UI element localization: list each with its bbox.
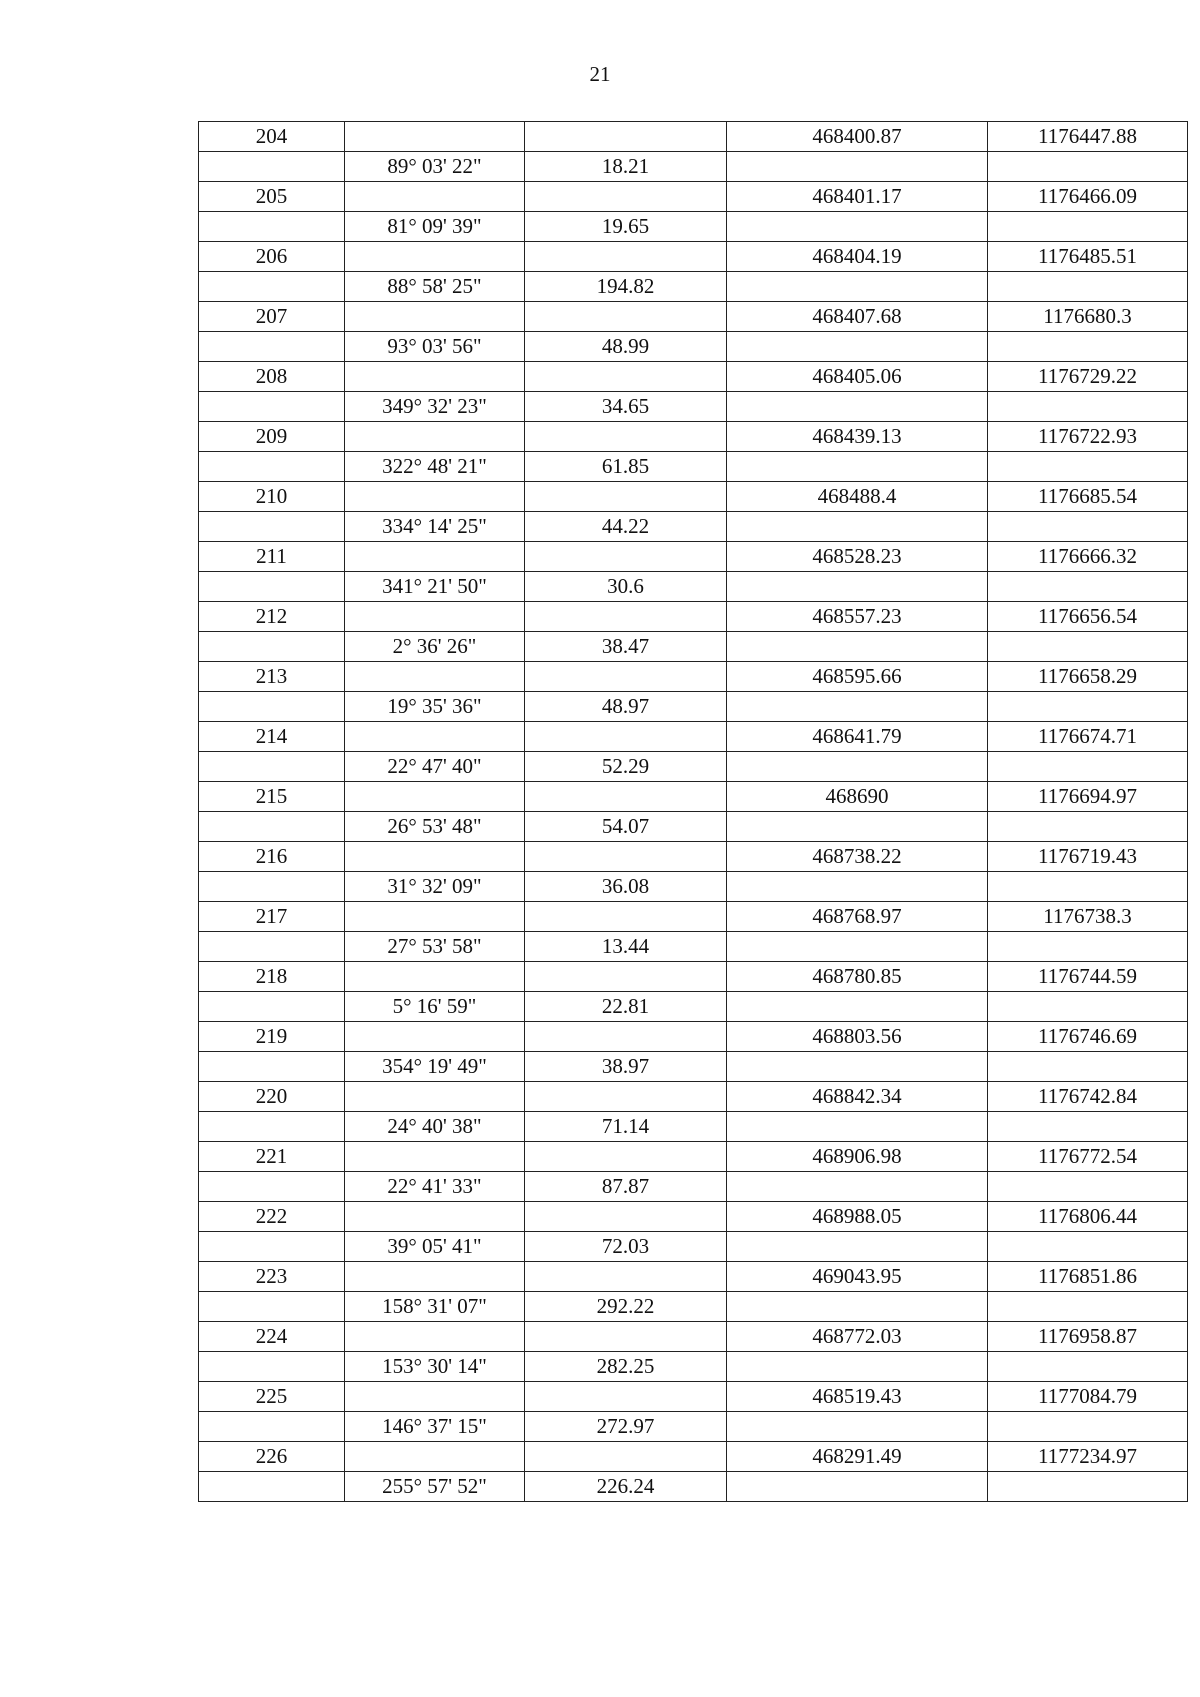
empty-cell (345, 122, 525, 152)
x-coordinate-cell: 468528.23 (727, 542, 988, 572)
distance-cell: 61.85 (525, 452, 727, 482)
empty-cell (345, 962, 525, 992)
empty-cell (345, 1082, 525, 1112)
segment-row (199, 1052, 1188, 1082)
segment-row (199, 1232, 1188, 1262)
x-coordinate-cell: 468439.13 (727, 422, 988, 452)
point-id-cell: 207 (199, 302, 345, 332)
segment-row (199, 272, 1188, 302)
empty-cell (199, 692, 345, 722)
empty-cell (988, 1052, 1188, 1082)
empty-cell (727, 572, 988, 602)
segment-row (199, 872, 1188, 902)
y-coordinate-cell: 1176447.88 (988, 122, 1188, 152)
bearing-cell: 39° 05' 41" (345, 1232, 525, 1262)
x-coordinate-cell: 468407.68 (727, 302, 988, 332)
empty-cell (525, 842, 727, 872)
empty-cell (988, 1352, 1188, 1382)
y-coordinate-cell: 1176694.97 (988, 782, 1188, 812)
bearing-cell: 22° 41' 33" (345, 1172, 525, 1202)
empty-cell (199, 272, 345, 302)
empty-cell (727, 692, 988, 722)
distance-cell: 38.97 (525, 1052, 727, 1082)
empty-cell (525, 602, 727, 632)
bearing-cell: 153° 30' 14" (345, 1352, 525, 1382)
empty-cell (199, 932, 345, 962)
empty-cell (345, 362, 525, 392)
empty-cell (988, 1412, 1188, 1442)
point-row (199, 962, 1188, 992)
empty-cell (199, 212, 345, 242)
x-coordinate-cell: 468557.23 (727, 602, 988, 632)
empty-cell (345, 602, 525, 632)
empty-cell (345, 1442, 525, 1472)
empty-cell (988, 932, 1188, 962)
point-id-cell: 211 (199, 542, 345, 572)
empty-cell (525, 722, 727, 752)
empty-cell (199, 1112, 345, 1142)
y-coordinate-cell: 1176674.71 (988, 722, 1188, 752)
empty-cell (199, 1172, 345, 1202)
empty-cell (525, 1322, 727, 1352)
empty-cell (525, 242, 727, 272)
distance-cell: 48.99 (525, 332, 727, 362)
point-id-cell: 209 (199, 422, 345, 452)
distance-cell: 52.29 (525, 752, 727, 782)
bearing-cell: 22° 47' 40" (345, 752, 525, 782)
page-number: 21 (589, 62, 611, 86)
empty-cell (988, 632, 1188, 662)
empty-cell (525, 1142, 727, 1172)
y-coordinate-cell: 1176851.86 (988, 1262, 1188, 1292)
empty-cell (988, 452, 1188, 482)
empty-cell (727, 1112, 988, 1142)
segment-row (199, 392, 1188, 422)
point-id-cell: 206 (199, 242, 345, 272)
distance-cell: 19.65 (525, 212, 727, 242)
distance-cell: 18.21 (525, 152, 727, 182)
segment-row (199, 932, 1188, 962)
point-row (199, 122, 1188, 152)
empty-cell (525, 902, 727, 932)
point-row (199, 242, 1188, 272)
point-id-cell: 205 (199, 182, 345, 212)
empty-cell (199, 452, 345, 482)
y-coordinate-cell: 1176742.84 (988, 1082, 1188, 1112)
empty-cell (199, 1352, 345, 1382)
empty-cell (525, 422, 727, 452)
empty-cell (727, 992, 988, 1022)
empty-cell (525, 662, 727, 692)
point-row (199, 782, 1188, 812)
empty-cell (199, 512, 345, 542)
bearing-cell: 31° 32' 09" (345, 872, 525, 902)
segment-row (199, 1172, 1188, 1202)
empty-cell (345, 722, 525, 752)
point-row (199, 1082, 1188, 1112)
empty-cell (199, 1052, 345, 1082)
empty-cell (345, 1022, 525, 1052)
empty-cell (525, 962, 727, 992)
segment-row (199, 1412, 1188, 1442)
empty-cell (727, 152, 988, 182)
segment-row (199, 812, 1188, 842)
x-coordinate-cell: 468405.06 (727, 362, 988, 392)
bearing-cell: 354° 19' 49" (345, 1052, 525, 1082)
empty-cell (988, 392, 1188, 422)
bearing-cell: 349° 32' 23" (345, 392, 525, 422)
point-row (199, 662, 1188, 692)
empty-cell (727, 752, 988, 782)
point-id-cell: 221 (199, 1142, 345, 1172)
point-id-cell: 212 (199, 602, 345, 632)
empty-cell (525, 122, 727, 152)
x-coordinate-cell: 468738.22 (727, 842, 988, 872)
empty-cell (199, 572, 345, 602)
y-coordinate-cell: 1176806.44 (988, 1202, 1188, 1232)
point-id-cell: 223 (199, 1262, 345, 1292)
point-row (199, 542, 1188, 572)
point-id-cell: 217 (199, 902, 345, 932)
distance-cell: 54.07 (525, 812, 727, 842)
empty-cell (525, 482, 727, 512)
x-coordinate-cell: 468400.87 (727, 122, 988, 152)
x-coordinate-cell: 468906.98 (727, 1142, 988, 1172)
empty-cell (988, 272, 1188, 302)
point-id-cell: 226 (199, 1442, 345, 1472)
distance-cell: 13.44 (525, 932, 727, 962)
point-row (199, 902, 1188, 932)
point-row (199, 482, 1188, 512)
x-coordinate-cell: 468768.97 (727, 902, 988, 932)
empty-cell (525, 1202, 727, 1232)
distance-cell: 30.6 (525, 572, 727, 602)
empty-cell (199, 872, 345, 902)
distance-cell: 226.24 (525, 1472, 727, 1502)
y-coordinate-cell: 1176685.54 (988, 482, 1188, 512)
y-coordinate-cell: 1176958.87 (988, 1322, 1188, 1352)
empty-cell (345, 1382, 525, 1412)
x-coordinate-cell: 468690 (727, 782, 988, 812)
empty-cell (345, 1142, 525, 1172)
y-coordinate-cell: 1176666.32 (988, 542, 1188, 572)
y-coordinate-cell: 1176680.3 (988, 302, 1188, 332)
x-coordinate-cell: 468772.03 (727, 1322, 988, 1352)
bearing-cell: 24° 40' 38" (345, 1112, 525, 1142)
empty-cell (988, 212, 1188, 242)
point-row (199, 422, 1188, 452)
point-id-cell: 225 (199, 1382, 345, 1412)
point-row (199, 1262, 1188, 1292)
y-coordinate-cell: 1176658.29 (988, 662, 1188, 692)
y-coordinate-cell: 1176719.43 (988, 842, 1188, 872)
empty-cell (525, 1082, 727, 1112)
y-coordinate-cell: 1176744.59 (988, 962, 1188, 992)
empty-cell (199, 332, 345, 362)
distance-cell: 38.47 (525, 632, 727, 662)
segment-row (199, 572, 1188, 602)
empty-cell (727, 1472, 988, 1502)
distance-cell: 48.97 (525, 692, 727, 722)
empty-cell (345, 662, 525, 692)
bearing-cell: 334° 14' 25" (345, 512, 525, 542)
x-coordinate-cell: 469043.95 (727, 1262, 988, 1292)
point-id-cell: 208 (199, 362, 345, 392)
point-row (199, 1382, 1188, 1412)
y-coordinate-cell: 1176722.93 (988, 422, 1188, 452)
point-id-cell: 224 (199, 1322, 345, 1352)
point-row (199, 842, 1188, 872)
x-coordinate-cell: 468803.56 (727, 1022, 988, 1052)
bearing-cell: 322° 48' 21" (345, 452, 525, 482)
point-id-cell: 222 (199, 1202, 345, 1232)
empty-cell (727, 272, 988, 302)
empty-cell (345, 1322, 525, 1352)
segment-row (199, 1472, 1188, 1502)
bearing-cell: 146° 37' 15" (345, 1412, 525, 1442)
empty-cell (525, 542, 727, 572)
x-coordinate-cell: 468988.05 (727, 1202, 988, 1232)
empty-cell (199, 632, 345, 662)
empty-cell (345, 842, 525, 872)
segment-row (199, 692, 1188, 722)
distance-cell: 87.87 (525, 1172, 727, 1202)
empty-cell (727, 1412, 988, 1442)
y-coordinate-cell: 1176466.09 (988, 182, 1188, 212)
point-id-cell: 219 (199, 1022, 345, 1052)
x-coordinate-cell: 468842.34 (727, 1082, 988, 1112)
point-id-cell: 210 (199, 482, 345, 512)
empty-cell (345, 482, 525, 512)
point-row (199, 722, 1188, 752)
segment-row (199, 452, 1188, 482)
coordinates-table (198, 121, 1188, 1502)
y-coordinate-cell: 1177084.79 (988, 1382, 1188, 1412)
bearing-cell: 27° 53' 58" (345, 932, 525, 962)
distance-cell: 272.97 (525, 1412, 727, 1442)
empty-cell (727, 932, 988, 962)
distance-cell: 44.22 (525, 512, 727, 542)
empty-cell (525, 182, 727, 212)
empty-cell (727, 512, 988, 542)
bearing-cell: 19° 35' 36" (345, 692, 525, 722)
segment-row (199, 212, 1188, 242)
empty-cell (525, 362, 727, 392)
distance-cell: 71.14 (525, 1112, 727, 1142)
empty-cell (199, 152, 345, 182)
empty-cell (727, 212, 988, 242)
empty-cell (345, 542, 525, 572)
empty-cell (727, 632, 988, 662)
empty-cell (988, 332, 1188, 362)
segment-row (199, 1292, 1188, 1322)
empty-cell (988, 512, 1188, 542)
distance-cell: 72.03 (525, 1232, 727, 1262)
bearing-cell: 2° 36' 26" (345, 632, 525, 662)
empty-cell (525, 302, 727, 332)
y-coordinate-cell: 1176485.51 (988, 242, 1188, 272)
empty-cell (988, 1172, 1188, 1202)
segment-row (199, 992, 1188, 1022)
distance-cell: 34.65 (525, 392, 727, 422)
empty-cell (199, 752, 345, 782)
bearing-cell: 81° 09' 39" (345, 212, 525, 242)
bearing-cell: 89° 03' 22" (345, 152, 525, 182)
empty-cell (525, 782, 727, 812)
point-id-cell: 216 (199, 842, 345, 872)
empty-cell (525, 1022, 727, 1052)
point-id-cell: 215 (199, 782, 345, 812)
distance-cell: 194.82 (525, 272, 727, 302)
distance-cell: 36.08 (525, 872, 727, 902)
empty-cell (988, 1232, 1188, 1262)
distance-cell: 292.22 (525, 1292, 727, 1322)
segment-row (199, 152, 1188, 182)
empty-cell (988, 1472, 1188, 1502)
segment-row (199, 1352, 1188, 1382)
empty-cell (199, 1412, 345, 1442)
distance-cell: 22.81 (525, 992, 727, 1022)
y-coordinate-cell: 1176746.69 (988, 1022, 1188, 1052)
segment-row (199, 512, 1188, 542)
bearing-cell: 255° 57' 52" (345, 1472, 525, 1502)
empty-cell (345, 1202, 525, 1232)
bearing-cell: 158° 31' 07" (345, 1292, 525, 1322)
bearing-cell: 341° 21' 50" (345, 572, 525, 602)
y-coordinate-cell: 1176738.3 (988, 902, 1188, 932)
empty-cell (525, 1262, 727, 1292)
empty-cell (199, 392, 345, 422)
y-coordinate-cell: 1176729.22 (988, 362, 1188, 392)
empty-cell (988, 152, 1188, 182)
coordinates-table-body (199, 122, 1188, 1502)
empty-cell (525, 1382, 727, 1412)
point-row (199, 362, 1188, 392)
empty-cell (199, 812, 345, 842)
empty-cell (345, 182, 525, 212)
empty-cell (988, 1112, 1188, 1142)
empty-cell (988, 812, 1188, 842)
point-row (199, 1202, 1188, 1232)
empty-cell (727, 332, 988, 362)
point-row (199, 602, 1188, 632)
empty-cell (345, 902, 525, 932)
point-id-cell: 204 (199, 122, 345, 152)
point-row (199, 1322, 1188, 1352)
bearing-cell: 26° 53' 48" (345, 812, 525, 842)
empty-cell (727, 1292, 988, 1322)
x-coordinate-cell: 468519.43 (727, 1382, 988, 1412)
x-coordinate-cell: 468291.49 (727, 1442, 988, 1472)
x-coordinate-cell: 468595.66 (727, 662, 988, 692)
empty-cell (727, 872, 988, 902)
x-coordinate-cell: 468404.19 (727, 242, 988, 272)
empty-cell (345, 422, 525, 452)
empty-cell (727, 452, 988, 482)
empty-cell (345, 782, 525, 812)
empty-cell (345, 1262, 525, 1292)
bearing-cell: 88° 58' 25" (345, 272, 525, 302)
empty-cell (345, 242, 525, 272)
empty-cell (345, 302, 525, 332)
empty-cell (727, 392, 988, 422)
segment-row (199, 1112, 1188, 1142)
empty-cell (988, 752, 1188, 782)
empty-cell (988, 692, 1188, 722)
point-row (199, 302, 1188, 332)
point-row (199, 1442, 1188, 1472)
empty-cell (727, 812, 988, 842)
empty-cell (727, 1052, 988, 1082)
empty-cell (727, 1232, 988, 1262)
point-row (199, 1142, 1188, 1172)
segment-row (199, 332, 1188, 362)
distance-cell: 282.25 (525, 1352, 727, 1382)
empty-cell (199, 1292, 345, 1322)
empty-cell (727, 1352, 988, 1382)
point-id-cell: 220 (199, 1082, 345, 1112)
x-coordinate-cell: 468488.4 (727, 482, 988, 512)
empty-cell (988, 572, 1188, 602)
empty-cell (988, 872, 1188, 902)
empty-cell (199, 1232, 345, 1262)
empty-cell (525, 1442, 727, 1472)
x-coordinate-cell: 468401.17 (727, 182, 988, 212)
y-coordinate-cell: 1176656.54 (988, 602, 1188, 632)
empty-cell (988, 992, 1188, 1022)
segment-row (199, 632, 1188, 662)
point-row (199, 1022, 1188, 1052)
bearing-cell: 93° 03' 56" (345, 332, 525, 362)
y-coordinate-cell: 1176772.54 (988, 1142, 1188, 1172)
point-id-cell: 218 (199, 962, 345, 992)
segment-row (199, 752, 1188, 782)
empty-cell (727, 1172, 988, 1202)
x-coordinate-cell: 468780.85 (727, 962, 988, 992)
empty-cell (199, 1472, 345, 1502)
point-id-cell: 213 (199, 662, 345, 692)
y-coordinate-cell: 1177234.97 (988, 1442, 1188, 1472)
empty-cell (988, 1292, 1188, 1322)
bearing-cell: 5° 16' 59" (345, 992, 525, 1022)
point-id-cell: 214 (199, 722, 345, 752)
x-coordinate-cell: 468641.79 (727, 722, 988, 752)
empty-cell (199, 992, 345, 1022)
point-row (199, 182, 1188, 212)
